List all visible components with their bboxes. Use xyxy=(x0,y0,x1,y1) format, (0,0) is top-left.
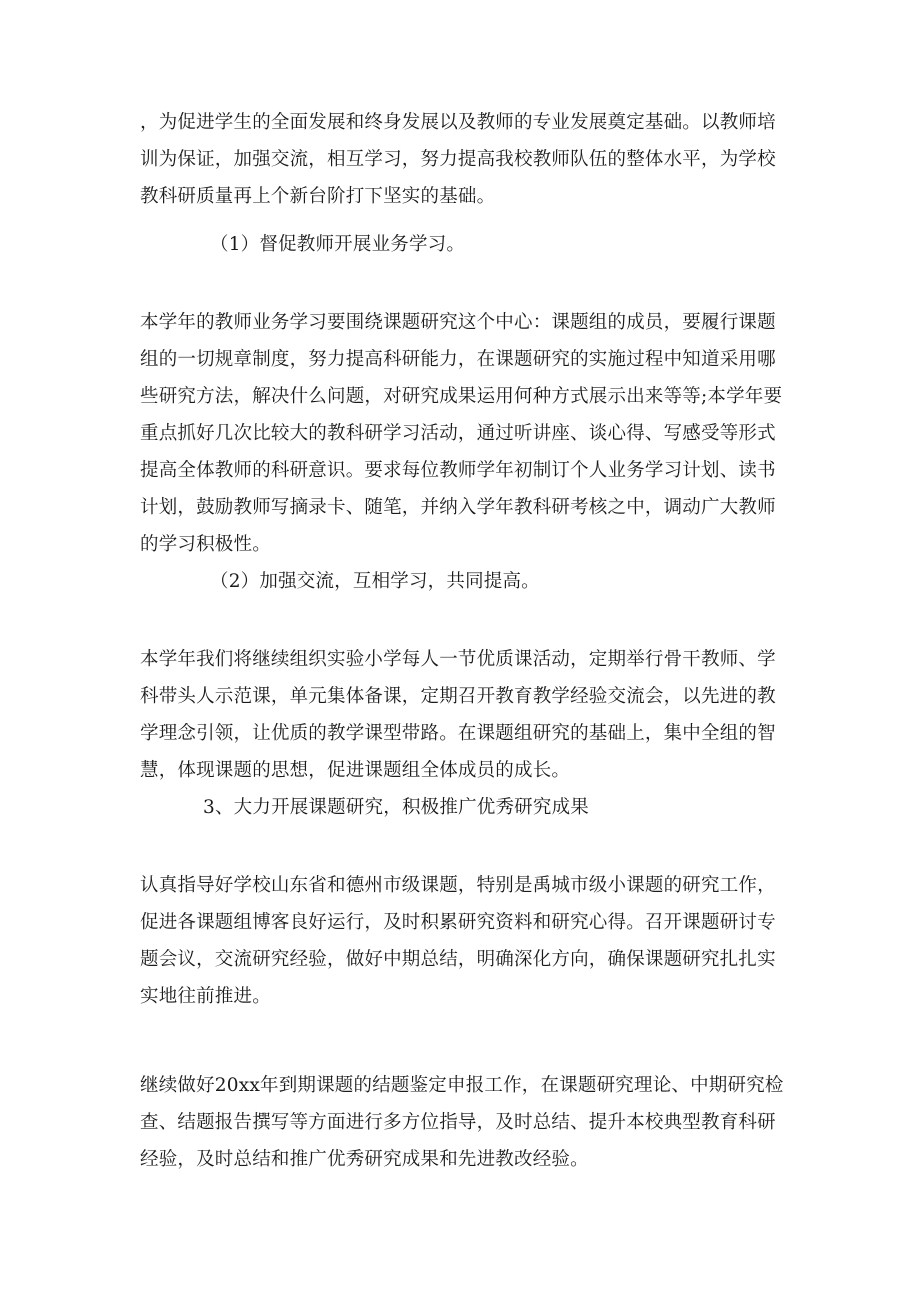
item2-heading: （2）加强交流，互相学习，共同提高。 xyxy=(210,571,540,592)
item1-paragraph xyxy=(140,304,785,563)
paragraph-line: 查、结题报告撰写等方面进行多方位指导，及时总结、提升本校典型教育科研 xyxy=(140,1112,776,1133)
paragraph-line: 经验，及时总结和推广优秀研究成果和先进教改经验。 xyxy=(140,1149,589,1170)
section3-paragraph-2 xyxy=(140,1067,785,1178)
paragraph-line: 科带头人示范课，单元集体备课，定期召开教育教学经验交流会，以先进的教 xyxy=(140,686,776,707)
paragraph-line: 继续做好20xx年到期课题的结题鉴定申报工作，在课题研究理论、中期研究检 xyxy=(140,1075,784,1096)
paragraph-line: 计划，鼓励教师写摘录卡、随笔，并纳入学年教科研考核之中，调动广大教师 xyxy=(140,497,776,518)
paragraph-line: 提高全体教师的科研意识。要求每位教师学年初制订个人业务学习计划、读书 xyxy=(140,460,776,481)
paragraph-line: 实地往前推进。 xyxy=(140,986,271,1007)
item1-heading: （1）督促教师开展业务学习。 xyxy=(210,234,466,255)
paragraph-line: 慧，体现课题的思想，促进课题组全体成员的成长。 xyxy=(140,760,571,781)
paragraph-line: 促进各课题组博客良好运行，及时积累研究资料和研究心得。召开课题研讨专 xyxy=(140,912,776,933)
paragraph-line: 本学年我们将继续组织实验小学每人一节优质课活动，定期举行骨干教师、学 xyxy=(140,649,776,670)
paragraph-line: 些研究方法，解决什么问题，对研究成果运用何种方式展示出来等等;本学年要 xyxy=(140,386,783,407)
paragraph-line: 的学习积极性。 xyxy=(140,534,271,555)
paragraph-line: 训为保证，加强交流，相互学习，努力提高我校教师队伍的整体水平，为学校 xyxy=(140,149,776,170)
paragraph-line: ，为促进学生的全面发展和终身发展以及教师的专业发展奠定基础。以教师培 xyxy=(140,112,776,133)
intro-paragraph xyxy=(140,104,785,215)
paragraph-line: 组的一切规章制度，努力提高科研能力，在课题研究的实施过程中知道采用哪 xyxy=(140,349,776,370)
paragraph-line: 教科研质量再上个新台阶打下坚实的基础。 xyxy=(140,186,496,207)
paragraph-line: 重点抓好几次比较大的教科研学习活动，通过听讲座、谈心得、写感受等形式 xyxy=(140,423,776,444)
paragraph-line: 本学年的教师业务学习要围绕课题研究这个中心：课题组的成员，要履行课题 xyxy=(140,312,776,333)
paragraph-line: 认真指导好学校山东省和德州市级课题，特别是禹城市级小课题的研究工作， xyxy=(140,875,776,896)
paragraph-line: 题会议，交流研究经验，做好中期总结，明确深化方向，确保课题研究扎扎实 xyxy=(140,949,776,970)
paragraph-line: 学理念引领，让优质的教学课型带路。在课题组研究的基础上，集中全组的智 xyxy=(140,723,776,744)
section3-heading: 3、大力开展课题研究，积极推广优秀研究成果 xyxy=(203,797,589,818)
item2-paragraph xyxy=(140,641,785,789)
section3-paragraph-1 xyxy=(140,867,785,1015)
